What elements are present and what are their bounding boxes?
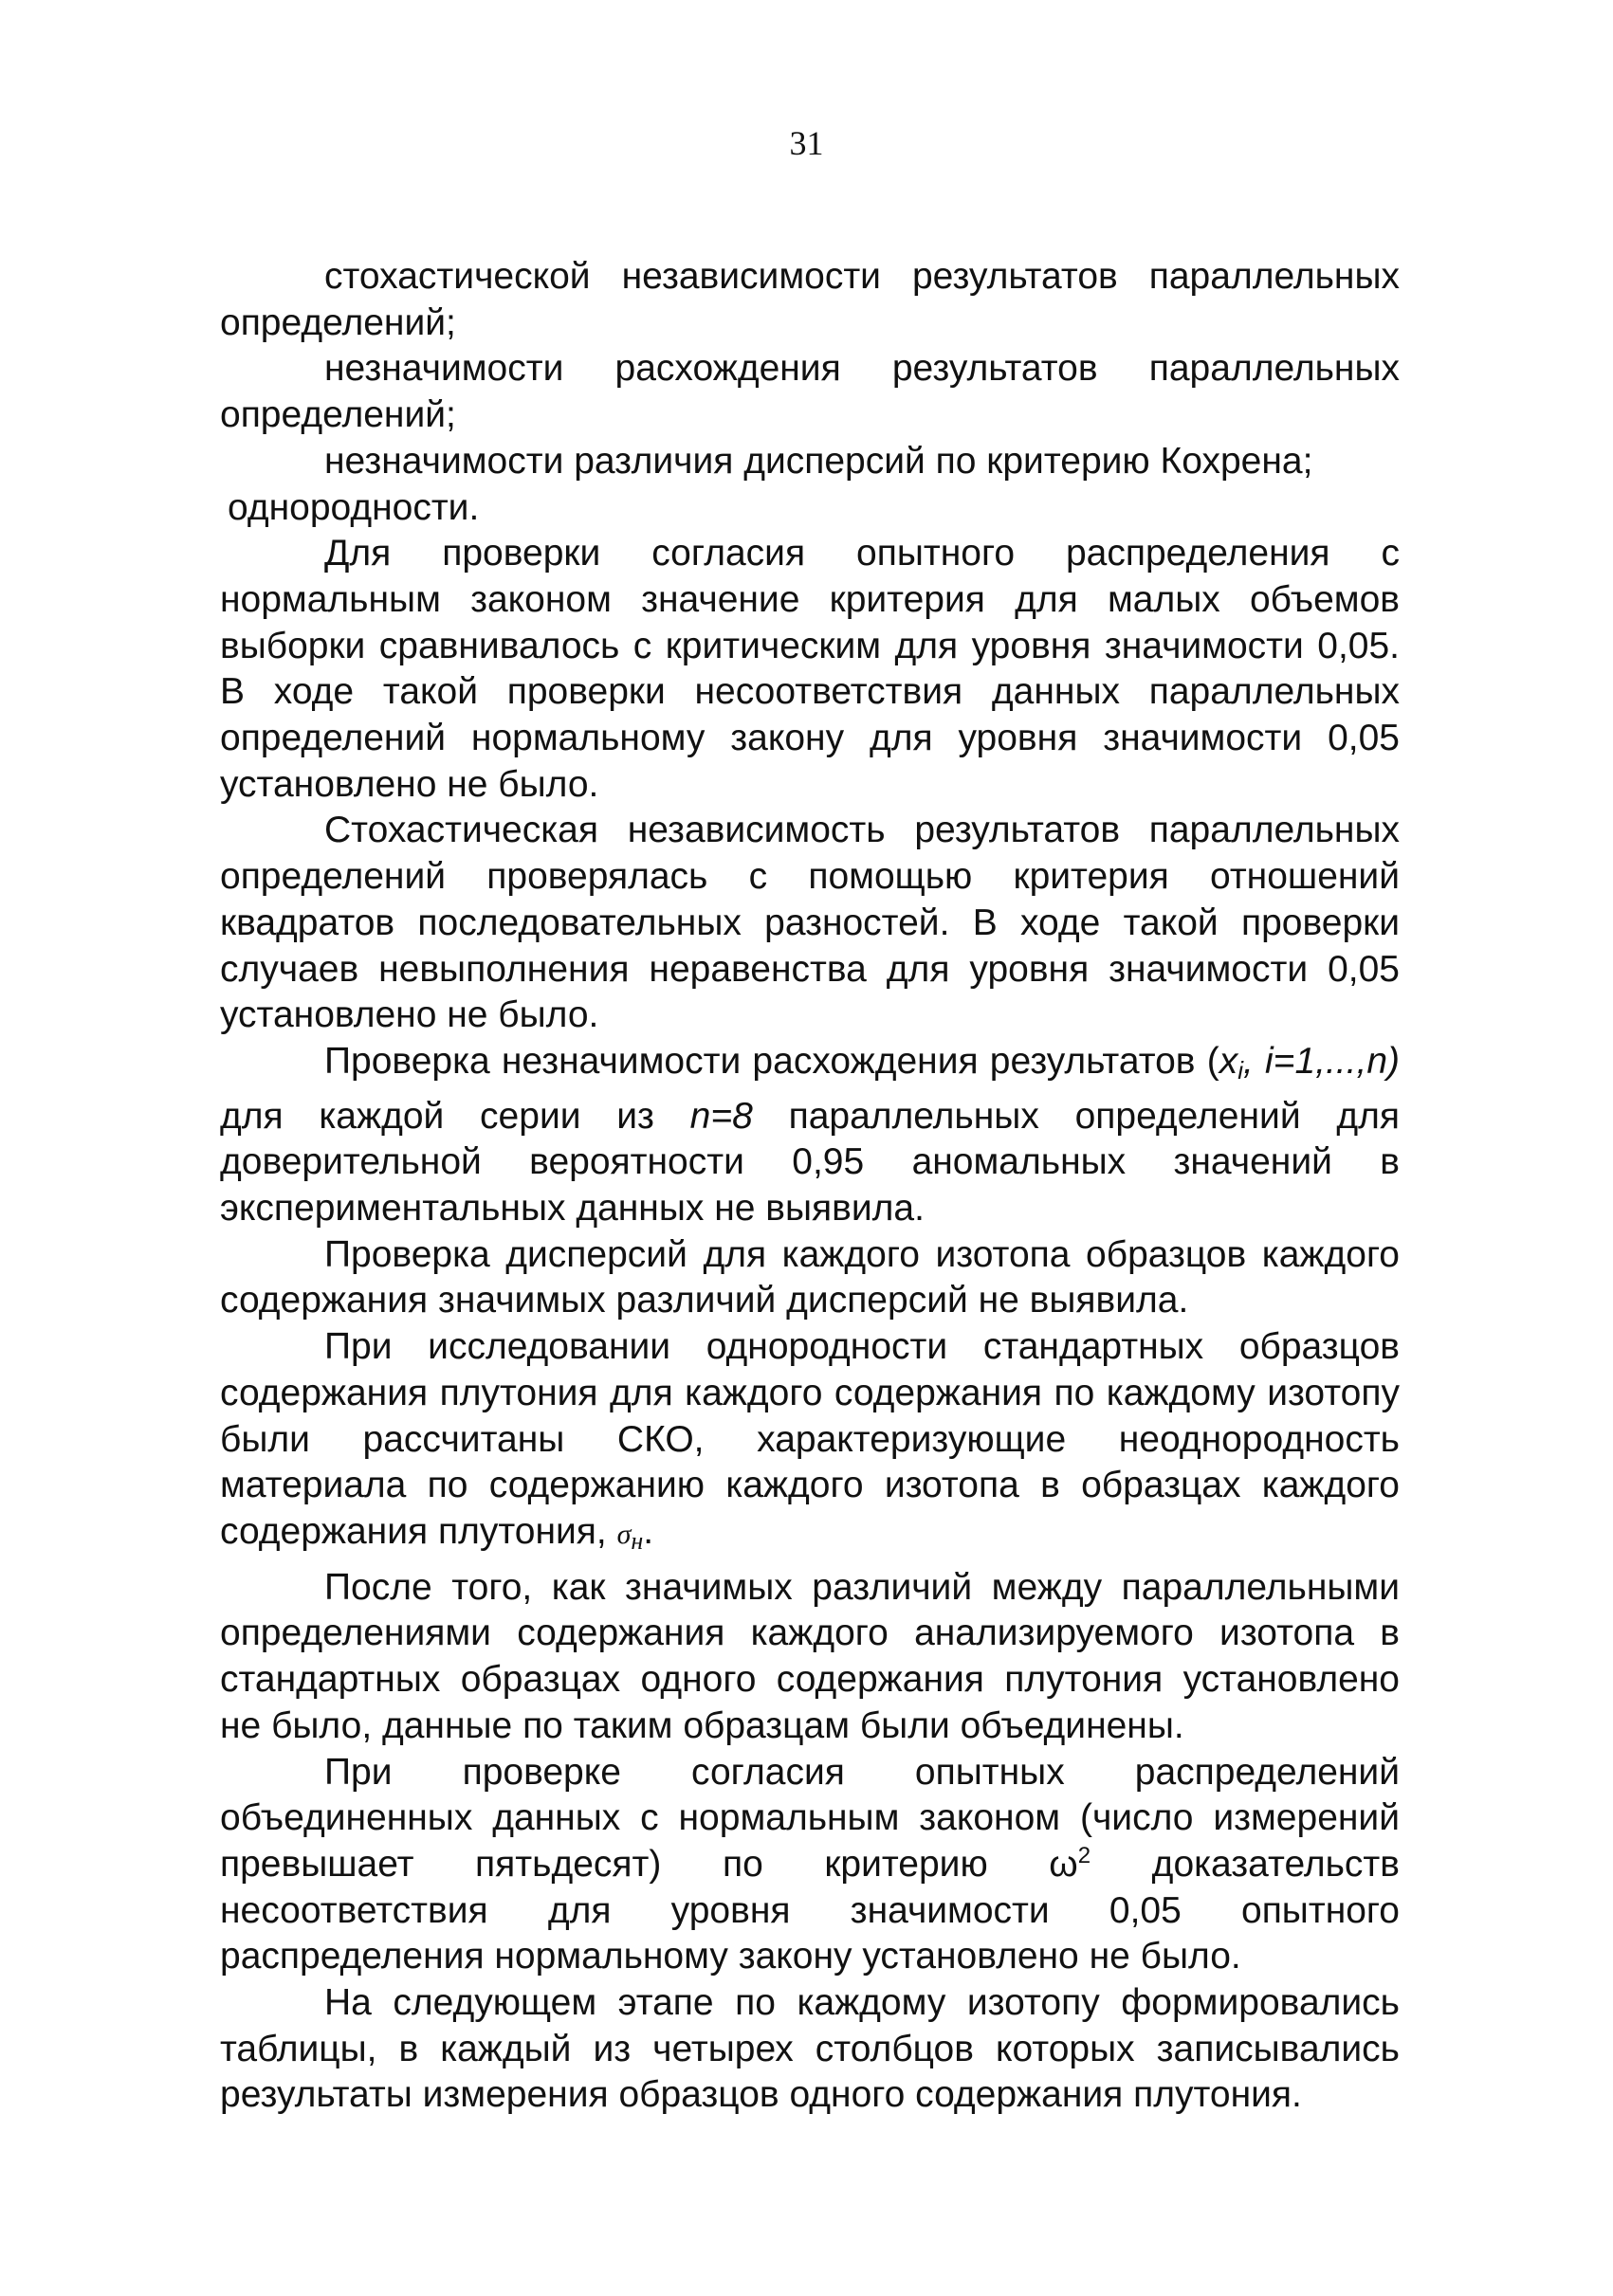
paragraph-stochastic-independence: стохастической независимости результатов параллельных определений;: [220, 256, 1400, 343]
paragraph-text: .: [643, 1510, 654, 1552]
paragraph-text: При исследовании однородности стандартных образцов содержания плутония для каждого содержания по каждому изотопу были рассчитаны СКО, характеризующие неоднородность материала по содержанию каждого изотопа в образцах каждого содержания плутония,: [220, 1326, 1400, 1552]
paragraph-insignificant-discrepancy: незначимости расхождения результатов параллельных определений;: [220, 348, 1400, 436]
math-sigma: σн: [616, 1518, 644, 1555]
paragraph-cochran-criterion: незначимости различия дисперсий по критерию Кохрена;: [324, 440, 1313, 482]
paragraph-next-stage: На следующем этапе по каждому изотопу формировались таблицы, в каждый из четырех столбцов которых записывались результаты измерения образцов одного содержания плутония.: [220, 1982, 1400, 2116]
paragraph-text: параллельных определений для доверительной вероятности 0,95 аномальных значений в экспериментальных данных не выявила.: [220, 1095, 1400, 1230]
math-xi: $x_i$: [1219, 1040, 1243, 1084]
paragraph-data-merged: После того, как значимых различий между параллельными определениями содержания каждого анализируемого изотопа в стандартных образцах одного содержания плутония установлено не было, данные по таким образцам были объединены.: [220, 1566, 1400, 1746]
paragraph-variance-check: Проверка дисперсий для каждого изотопа образцов каждого содержания значимых различий дисперсий не выявила.: [220, 1233, 1400, 1321]
math-n: n=8: [689, 1095, 753, 1137]
paragraph-text: доказательств несоответствия для уровня значимости 0,05 опытного распределения нормальному закону установлено не было.: [220, 1843, 1400, 1977]
paragraph-text: Проверка незначимости расхождения результатов (: [324, 1040, 1219, 1082]
paragraph-independence-check: Стохастическая независимость результатов параллельных определений проверялась с помощью критерия отношений квадратов последовательных разностей. В ходе такой проверки случаев невыполнения неравенства для уровня значимости 0,05 установлено не было.: [220, 810, 1400, 1036]
paragraph-normality-check: Для проверки согласия опытного распределения с нормальным законом значение критерия для малых объемов выборки сравнивалось с критическим для уровня значимости 0,05. В ходе такой проверки несоответствия данных параллельных определений нормальному закону для уровня значимости 0,05 установлено не было.: [220, 533, 1400, 805]
superscript: 2: [1077, 1842, 1091, 1868]
math-range: , i=1,...,n): [1242, 1040, 1400, 1082]
paragraph-text: При проверке согласия опытных распределений объединенных данных с нормальным законом (число измерений превышает пятьдесят) по критерию ω: [220, 1751, 1400, 1885]
paragraph-homogeneity-study: [220, 1324, 1400, 1565]
paragraph-text: для каждой серии из: [220, 1095, 690, 1137]
page-number: 31: [789, 124, 824, 162]
paragraph-homogeneity: однородности.: [228, 486, 480, 528]
document-body: [220, 254, 1400, 2119]
paragraph-omega-criterion: [220, 1750, 1400, 1981]
paragraph-discrepancy-check: [220, 1039, 1400, 1232]
